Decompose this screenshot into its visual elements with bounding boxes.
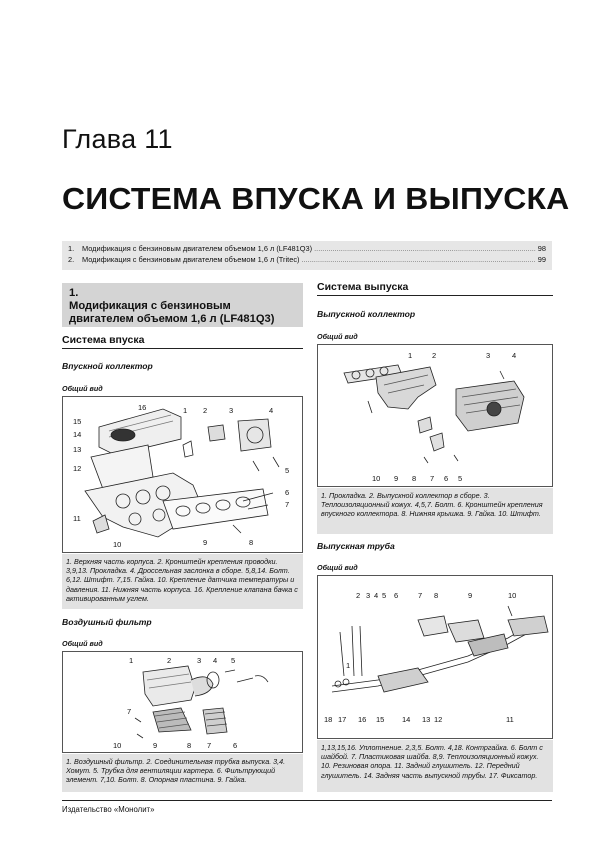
callout-label: 16	[358, 715, 367, 724]
callout-label: 1	[129, 656, 134, 665]
callout-label: 2	[203, 406, 208, 415]
toc-page: 98	[537, 244, 546, 253]
callout-label: 13	[422, 715, 431, 724]
air-filter-drawing	[63, 652, 303, 753]
toc-dots	[301, 255, 535, 266]
callout-label: 7	[127, 707, 132, 716]
exhaust-manifold-heading: Выпускной коллектор	[317, 309, 416, 319]
chapter-heading: Глава 11	[62, 124, 173, 154]
callout-label: 16	[138, 403, 147, 412]
callout-label: 8	[412, 474, 417, 483]
callout-label: 11	[506, 715, 514, 724]
callout-label: 12	[73, 464, 82, 473]
general-view-label: Общий вид	[317, 332, 358, 341]
intake-manifold-diagram	[62, 396, 303, 553]
callout-label: 9	[153, 741, 158, 750]
footer-rule	[62, 800, 552, 801]
intake-manifold-caption: 1. Верхняя часть корпуса. 2. Кронштейн крепления проводки. 3,9,13. Прокладка. 4. Дроссельная заслонка в сборе. 5,8,14. Болт. 6,12. Штифт. 7,15. Гайка. 10. Крепление датчика температуры и давления. 11. Нижняя часть корпуса. 16. Крепление клапана бачка с активированным углем.	[62, 554, 303, 609]
page-title: СИСТЕМА ВПУСКА И ВЫПУСКА	[62, 181, 570, 216]
exhaust-manifold-caption: 1. Прокладка. 2. Выпускной коллектор в сборе. 3. Теплоизоляционный кожух. 4,5,7. Болт. 6. Кронштейн крепления впускного коллектора. 8. Нижняя крышка. 9. Гайка. 10. Штифт.	[317, 488, 553, 534]
air-filter-heading: Воздушный фильтр	[62, 617, 152, 627]
callout-label: 14	[73, 430, 82, 439]
callout-label: 1	[408, 351, 413, 360]
exhaust-pipe-heading: Выпускная труба	[317, 541, 395, 551]
toc-page: 99	[537, 254, 546, 264]
callout-label: 15	[376, 715, 385, 724]
exhaust-manifold-diagram	[317, 344, 553, 487]
callout-label: 3	[229, 406, 234, 415]
callout-label: 8	[187, 741, 192, 750]
callout-label: 10	[372, 474, 381, 483]
callout-label: 7	[285, 500, 290, 509]
toc-row[interactable]	[68, 244, 546, 255]
section-title: Модификация с бензиновым двигателем объемом 1,6 л (LF481Q3)	[69, 300, 275, 325]
callout-label: 2	[167, 656, 172, 665]
callout-label: 4	[269, 406, 274, 415]
callout-label: 7	[418, 591, 423, 600]
toc-text: Модификация с бензиновым двигателем объемом 1,6 л (LF481Q3)	[82, 244, 313, 253]
callout-label: 9	[203, 538, 208, 547]
callout-label: 5	[231, 656, 236, 665]
toc-number: 1.	[68, 244, 75, 253]
air-filter-diagram	[62, 651, 303, 753]
callout-label: 15	[73, 417, 82, 426]
publisher-footer: Издательство «Монолит»	[62, 805, 155, 814]
callout-label: 9	[394, 474, 399, 483]
callout-label: 1	[346, 661, 351, 670]
callout-label: 11	[73, 514, 81, 523]
callout-label: 5	[285, 466, 290, 475]
exhaust-manifold-drawing	[318, 345, 553, 487]
general-view-label: Общий вид	[317, 563, 358, 572]
callout-label: 6	[444, 474, 449, 483]
toc-number: 2.	[68, 254, 75, 264]
callout-label: 4	[374, 591, 379, 600]
callout-label: 5	[458, 474, 463, 483]
exhaust-pipe-caption: 1,13,15,16. Уплотнение. 2,3,5. Болт. 4,18. Контргайка. 6. Болт с шайбой. 7. Пластиковая шайба. 8,9. Теплоизоляционный кожух. 10. Резиновая опора. 11. Задний глушитель. 12. Передний глушитель. 14. Задняя часть выпускной трубы. 17. Фиксатор.	[317, 740, 553, 792]
callout-label: 2	[356, 591, 361, 600]
general-view-label: Общий вид	[62, 384, 103, 393]
callout-label: 12	[434, 715, 443, 724]
heading-rule	[317, 295, 553, 296]
callout-label: 7	[430, 474, 435, 483]
callout-label: 7	[207, 741, 212, 750]
callout-label: 3	[197, 656, 202, 665]
callout-label: 8	[434, 591, 439, 600]
intake-manifold-drawing	[63, 397, 303, 553]
callout-label: 3	[486, 351, 491, 360]
table-of-contents	[62, 241, 552, 270]
section-number: 1.	[69, 287, 79, 299]
callout-label: 13	[73, 445, 82, 454]
callout-label: 1	[183, 406, 188, 415]
callout-label: 5	[382, 591, 387, 600]
toc-text: Модификация с бензиновым двигателем объемом 1,6 л (Tritec)	[82, 254, 300, 264]
intake-system-heading: Система впуска	[62, 334, 145, 346]
callout-label: 9	[468, 591, 473, 600]
callout-label: 18	[324, 715, 333, 724]
general-view-label: Общий вид	[62, 639, 103, 648]
air-filter-caption: 1. Воздушный фильтр. 2. Соединительная трубка выпуска. 3,4. Хомут. 5. Трубка для вентиляции картера. 6. Фильтрующий элемент. 7,10. Болт. 8. Опорная пластина. 9. Гайка.	[62, 754, 303, 792]
callout-label: 8	[249, 538, 254, 547]
callout-label: 10	[113, 741, 122, 750]
callout-label: 4	[213, 656, 218, 665]
callout-label: 10	[113, 540, 122, 549]
section-heading	[62, 283, 303, 327]
callout-label: 4	[512, 351, 517, 360]
toc-row[interactable]	[68, 255, 546, 266]
callout-label: 6	[394, 591, 399, 600]
intake-manifold-heading: Впускной коллектор	[62, 361, 153, 371]
callout-label: 6	[233, 741, 238, 750]
exhaust-system-heading: Система выпуска	[317, 281, 409, 293]
callout-label: 17	[338, 715, 347, 724]
callout-label: 3	[366, 591, 371, 600]
callout-label: 14	[402, 715, 411, 724]
heading-rule	[62, 348, 303, 349]
exhaust-pipe-diagram	[317, 575, 553, 739]
callout-label: 10	[508, 591, 517, 600]
toc-dots	[314, 244, 536, 255]
callout-label: 2	[432, 351, 437, 360]
callout-label: 6	[285, 488, 290, 497]
exhaust-pipe-drawing	[318, 576, 553, 739]
